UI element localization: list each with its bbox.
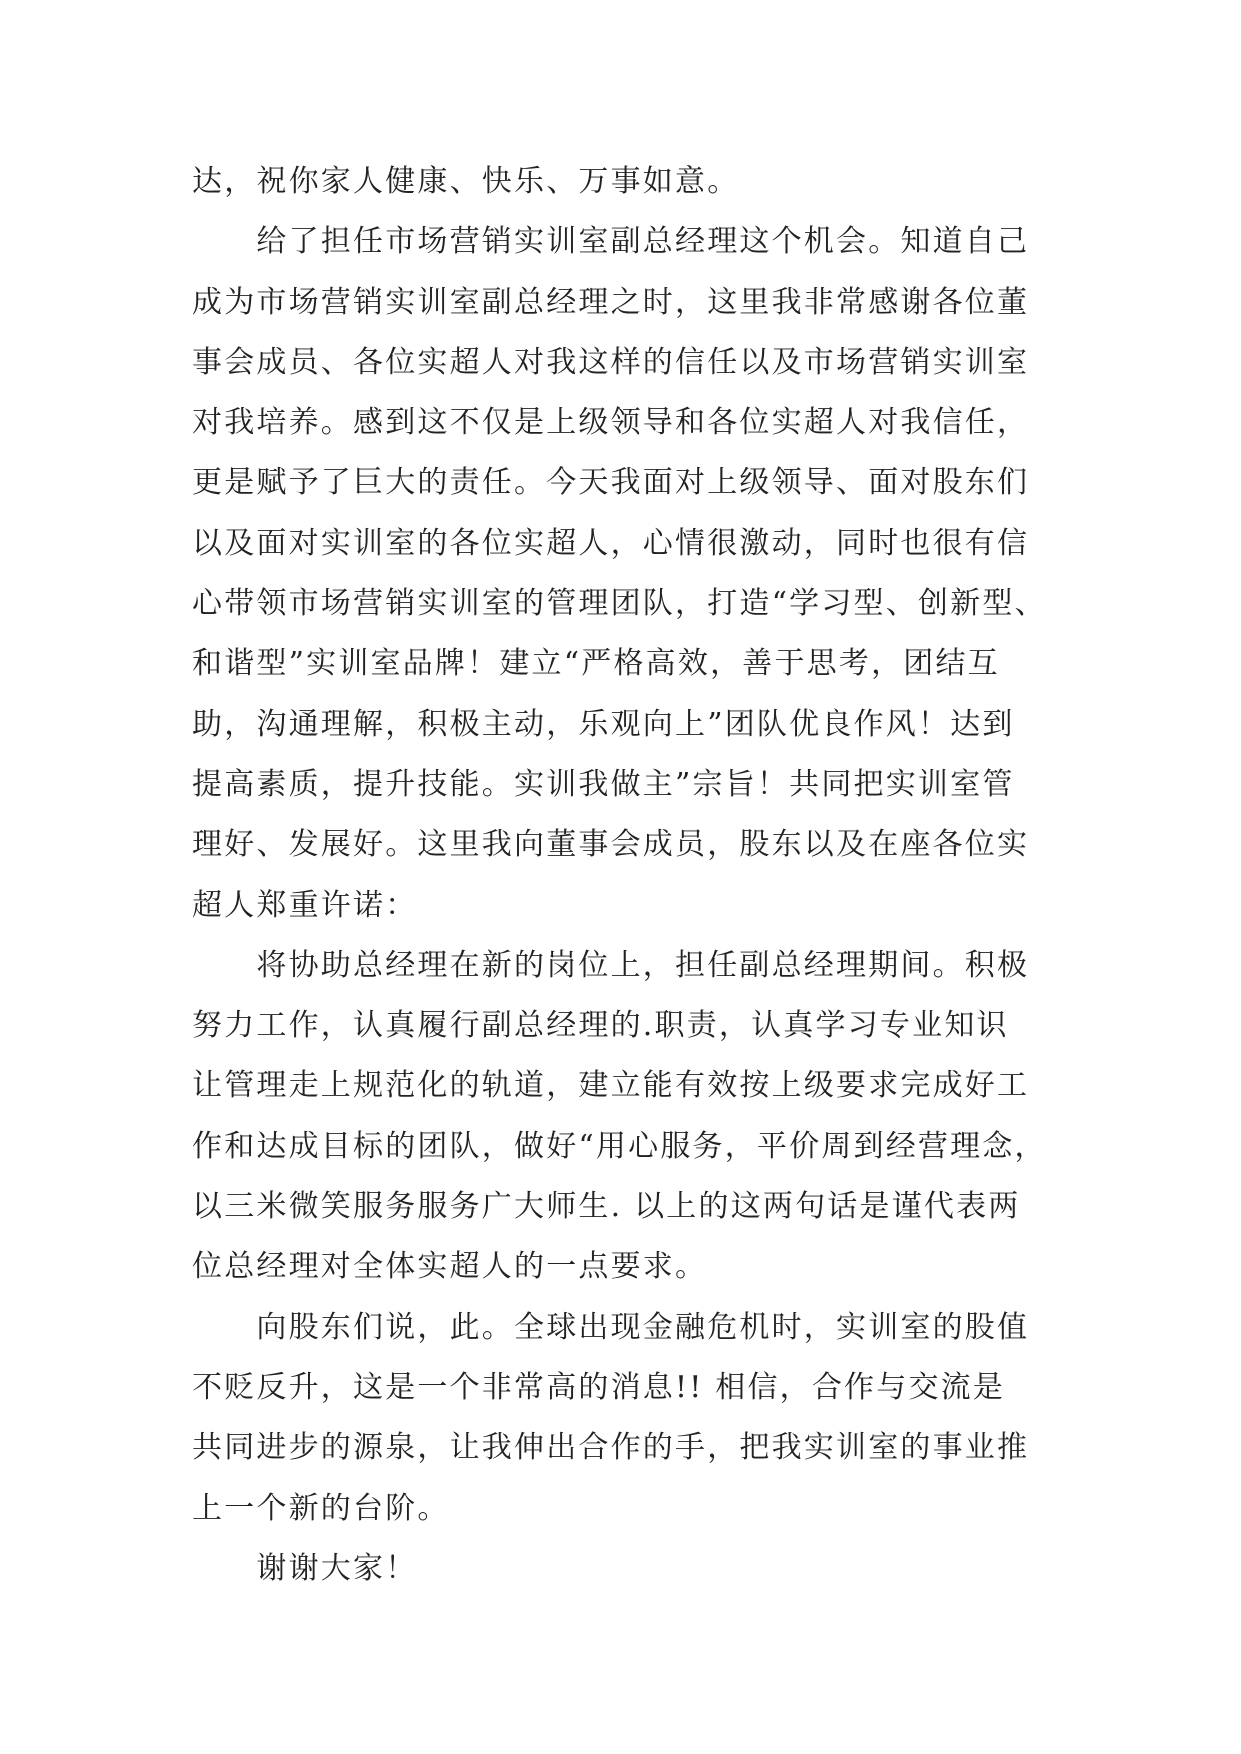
text-line: 不贬反升，这是一个非常高的消息!! 相信，合作与交流是 <box>192 1369 1006 1405</box>
text-line: 超人郑重许诺： <box>192 887 418 923</box>
text-line: 助，沟通理解，积极主动，乐观向上”团队优良作风！达到 <box>192 706 1015 742</box>
text-line: 让管理走上规范化的轨道，建立能有效按上级要求完成好工 <box>192 1068 1030 1104</box>
text-line: 和谐型”实训室品牌！建立“严格高效，善于思考，团结互 <box>192 646 1000 682</box>
text-line: 对我培养。感到这不仅是上级领导和各位实超人对我信任， <box>192 405 1030 441</box>
text-line: 心带领市场营销实训室的管理团队，打造“学习型、创新型、 <box>192 586 1047 622</box>
text-line: 更是赋予了巨大的责任。今天我面对上级领导、面对股东们 <box>192 465 1030 501</box>
text-line: 上一个新的台阶。 <box>192 1490 450 1526</box>
document-body <box>192 152 1052 1599</box>
text-line: 以及面对实训室的各位实超人，心情很激动，同时也很有信 <box>192 525 1030 561</box>
text-line: 理好、发展好。这里我向董事会成员，股东以及在座各位实 <box>192 827 1030 863</box>
text-line: 给了担任市场营销实训室副总经理这个机会。知道自己 <box>192 224 1030 260</box>
text-line: 以三米微笑服务服务广大师生. 以上的这两句话是谨代表两 <box>192 1189 1021 1225</box>
text-line: 谢谢大家！ <box>192 1550 418 1586</box>
text-line: 提高素质，提升技能。实训我做主”宗旨！共同把实训室管 <box>192 766 1015 802</box>
text-line: 向股东们说，此。全球出现金融危机时，实训室的股值 <box>192 1309 1030 1345</box>
text-line: 达，祝你家人健康、快乐、万事如意。 <box>192 164 740 199</box>
text-line: 将协助总经理在新的岗位上，担任副总经理期间。积极 <box>192 947 1030 983</box>
text-line: 成为市场营销实训室副总经理之时，这里我非常感谢各位董 <box>192 284 1030 320</box>
text-line: 作和达成目标的团队，做好“用心服务，平价周到经营理念， <box>192 1128 1047 1164</box>
text-line: 事会成员、各位实超人对我这样的信任以及市场营销实训室 <box>192 344 1030 380</box>
text-line: 共同进步的源泉，让我伸出合作的手，把我实训室的事业推 <box>192 1430 1030 1466</box>
text-line: 努力工作，认真履行副总经理的.职责，认真学习专业知识 <box>192 1008 1009 1044</box>
text-line: 位总经理对全体实超人的一点要求。 <box>192 1249 708 1285</box>
